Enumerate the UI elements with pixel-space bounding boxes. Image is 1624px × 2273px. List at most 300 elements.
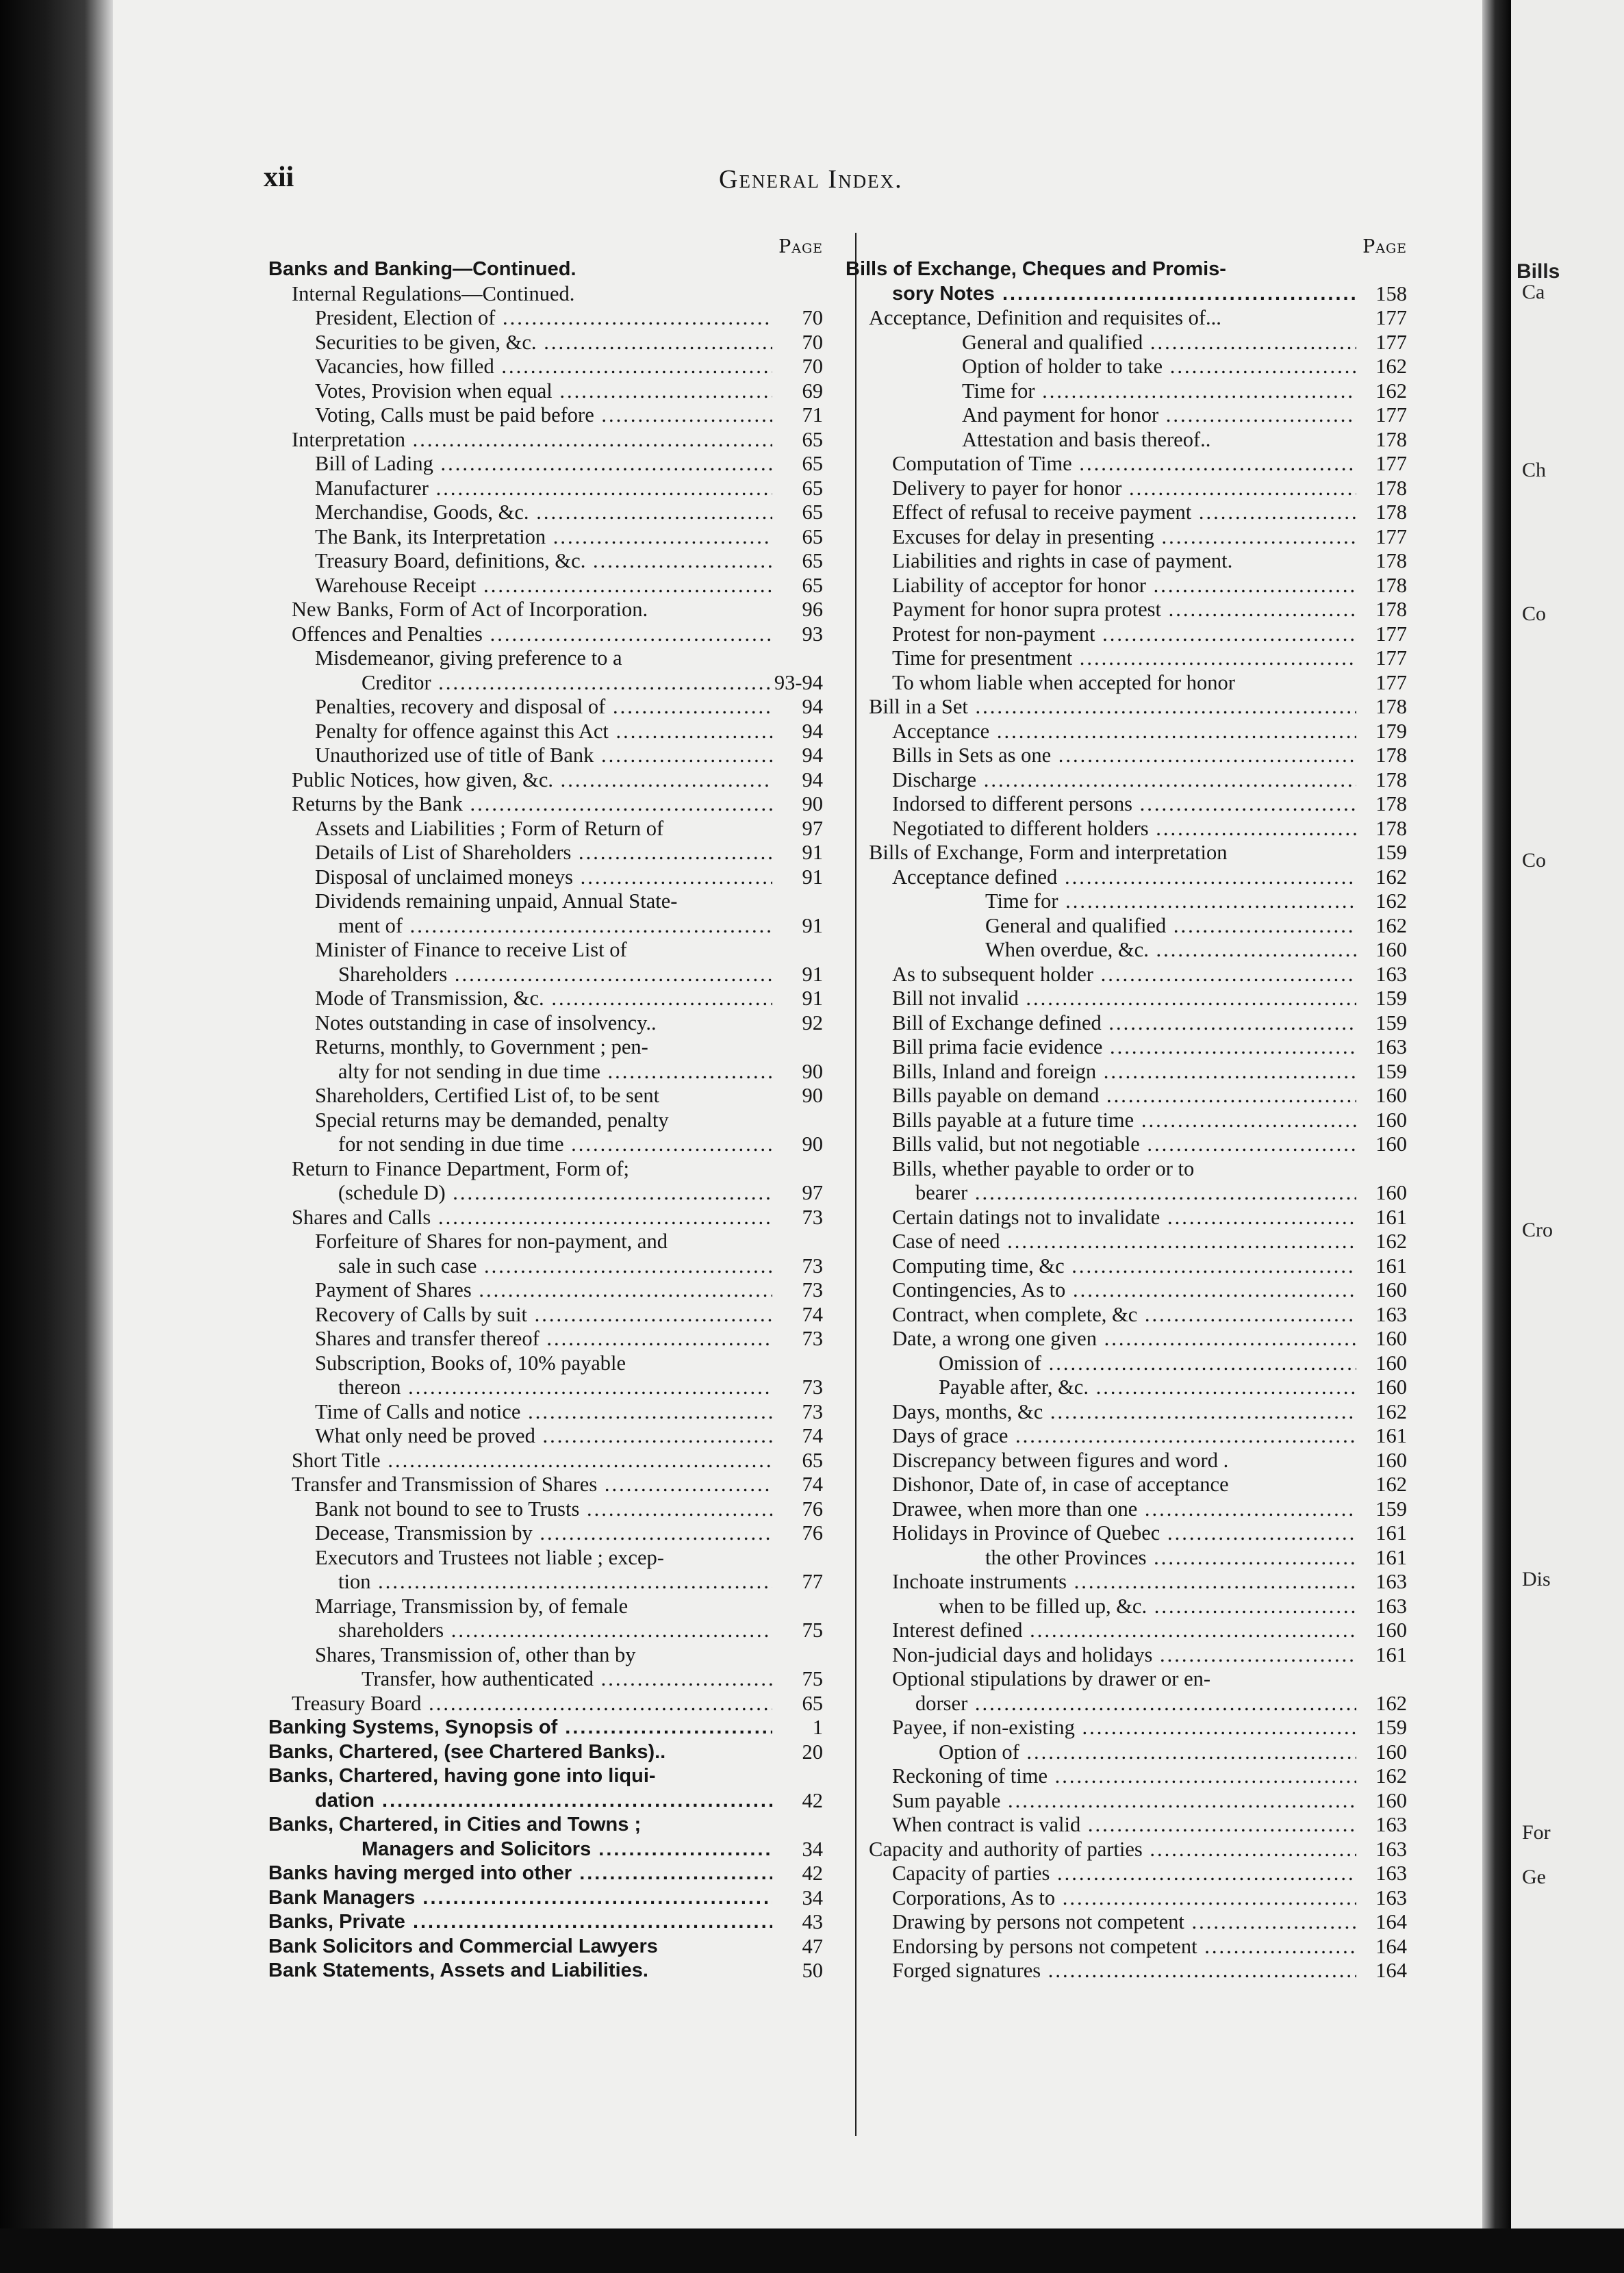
index-entry-page: 160 — [1375, 1084, 1407, 1107]
index-entry-page: 74 — [802, 1424, 823, 1447]
next-page-fragment: Ge — [1522, 1866, 1546, 1888]
index-entry — [846, 257, 1415, 282]
index-entry — [268, 500, 831, 525]
index-entry-text: Bill of Exchange defined ..... — [846, 1011, 1356, 1036]
index-entry — [846, 1667, 1415, 1692]
index-entry — [268, 646, 831, 671]
index-entry-page: 161 — [1375, 1205, 1407, 1229]
index-entry-text: Contingencies, As to ..... — [846, 1278, 1356, 1303]
index-entry-text: President, Election of ..... — [268, 306, 772, 331]
index-entry-page: 160 — [1375, 938, 1407, 961]
index-entry — [846, 1521, 1415, 1546]
index-entry-text: Assets and Liabilities ; Form of Return of — [315, 816, 664, 840]
index-entry — [846, 1254, 1415, 1279]
index-entry-text: Banks, Chartered, having gone into liqui- — [268, 1765, 656, 1787]
index-entry-page: 178 — [1375, 476, 1407, 500]
index-entry-text: Time for ..... — [846, 889, 1356, 914]
index-entry — [268, 282, 831, 307]
index-entry — [846, 1813, 1415, 1838]
index-entries-right — [846, 257, 1415, 1983]
index-entry-page: 65 — [802, 549, 823, 572]
index-entry-page: 160 — [1375, 1108, 1407, 1132]
index-entry-page: 93 — [802, 622, 823, 646]
index-entry-page: 164 — [1375, 1910, 1407, 1933]
index-entry-text: Creditor ..... — [268, 671, 772, 696]
index-entry-page: 177 — [1375, 306, 1407, 329]
index-entry-text: Decease, Transmission by ..... — [268, 1521, 772, 1546]
index-entry-page: 177 — [1375, 670, 1407, 694]
index-entry-text: Executors and Trustees not liable ; excep- — [315, 1545, 664, 1569]
index-entry-text: Bills payable on demand ..... — [846, 1084, 1356, 1108]
index-entry-text: Time for presentment ..... — [846, 646, 1356, 671]
index-entry-page: 177 — [1375, 524, 1407, 548]
index-entry-text: Reckoning of time ..... — [846, 1764, 1356, 1789]
index-entry-text: Interpretation ..... — [268, 428, 772, 453]
index-entry-page: 162 — [1375, 1473, 1407, 1496]
index-entry-text: Non-judicial days and holidays ..... — [846, 1643, 1356, 1668]
index-entry — [846, 1132, 1415, 1157]
index-entry-page: 163 — [1375, 962, 1407, 986]
index-entry-text: Vacancies, how filled ..... — [268, 355, 772, 379]
index-entry-text: Bill of Lading ..... — [268, 452, 772, 477]
index-entry-page: 159 — [1375, 1059, 1407, 1083]
index-entry-page: 71 — [802, 403, 823, 427]
index-entry — [846, 1959, 1415, 1983]
index-entry — [846, 938, 1415, 963]
index-entry — [268, 1157, 831, 1182]
index-entry-page: 94 — [802, 767, 823, 791]
index-entry-page: 73 — [802, 1399, 823, 1423]
index-entry — [268, 622, 831, 647]
index-entry-page: 94 — [802, 744, 823, 767]
index-entry-text: Treasury Board ..... — [268, 1692, 772, 1716]
index-entry-page: 74 — [802, 1302, 823, 1326]
index-entry-text: Offences and Penalties ..... — [268, 622, 772, 647]
index-entry-page: 70 — [802, 355, 823, 378]
index-entry-text: Short Title ..... — [268, 1449, 772, 1473]
index-entry-page: 179 — [1375, 719, 1407, 743]
index-entry-page: 162 — [1375, 913, 1407, 937]
index-entry-page: 177 — [1375, 403, 1407, 427]
index-entry — [846, 646, 1415, 671]
index-entry-text: And payment for honor ..... — [846, 403, 1356, 428]
index-entry — [268, 1935, 831, 1959]
index-entry-text: Protest for non-payment ..... — [846, 622, 1356, 647]
index-entry-text: Public Notices, how given, &c. ..... — [268, 768, 772, 793]
index-entry-text: Marriage, Transmission by, of female — [315, 1594, 629, 1618]
index-entry — [846, 306, 1415, 331]
index-entry — [846, 1692, 1415, 1716]
page-number: xii — [264, 162, 294, 193]
next-page-fragment: For — [1522, 1821, 1551, 1844]
index-entry — [268, 889, 831, 914]
index-entry-page: 177 — [1375, 330, 1407, 354]
index-entry-page: 159 — [1375, 987, 1407, 1010]
index-entry — [268, 1449, 831, 1473]
index-entry — [846, 403, 1415, 428]
index-entry-text: Option of holder to take ..... — [846, 355, 1356, 379]
index-entry-page: 163 — [1375, 1837, 1407, 1861]
index-entry-page: 43 — [802, 1910, 823, 1933]
index-entry — [846, 1838, 1415, 1862]
index-entry — [268, 452, 831, 477]
index-entry-text: dorser ..... — [846, 1692, 1356, 1716]
index-entry-text: Bill in a Set ..... — [846, 695, 1356, 720]
index-entry-text: Computing time, &c ..... — [846, 1254, 1356, 1279]
index-entry-page: 163 — [1375, 1594, 1407, 1618]
index-entry-text: Bill not invalid ..... — [846, 987, 1356, 1011]
index-entry-text: Treasury Board, definitions, &c. ..... — [268, 549, 772, 574]
index-entry-text: Banks, Chartered, (see Chartered Banks).. — [268, 1740, 666, 1763]
index-entry — [846, 817, 1415, 841]
index-entry-text: Payment of Shares ..... — [268, 1278, 772, 1303]
index-entry — [268, 1400, 831, 1425]
index-entry — [268, 768, 831, 793]
index-entry-text: Bills of Exchange, Cheques and Promis- — [846, 258, 1226, 280]
index-entry — [846, 1910, 1415, 1935]
index-entry-text: sale in such case ..... — [268, 1254, 772, 1279]
index-entry-text: Bills payable at a future time ..... — [846, 1108, 1356, 1133]
index-entry-text: Excuses for delay in presenting ..... — [846, 525, 1356, 550]
index-entry — [268, 1108, 831, 1133]
index-entry-text: the other Provinces ..... — [846, 1546, 1356, 1571]
index-entry-text: tion ..... — [268, 1570, 772, 1595]
index-entry-page: 162 — [1375, 865, 1407, 889]
index-entry-text: Acceptance defined ..... — [846, 865, 1356, 890]
index-entry — [846, 1716, 1415, 1740]
index-entry — [268, 1132, 831, 1157]
page-column-label: Page — [1362, 236, 1407, 257]
index-entry — [268, 1667, 831, 1692]
index-entry — [268, 695, 831, 720]
index-entry-text: Acceptance ..... — [846, 720, 1356, 744]
index-entry-page: 76 — [802, 1497, 823, 1521]
index-entry-text: Recovery of Calls by suit ..... — [268, 1303, 772, 1328]
index-entry — [268, 1862, 831, 1886]
index-entry-text: Penalties, recovery and disposal of ..... — [268, 695, 772, 720]
index-entry — [846, 1084, 1415, 1108]
index-entry — [268, 525, 831, 550]
index-entry — [846, 963, 1415, 987]
index-entry — [846, 549, 1415, 574]
index-entry-text: When overdue, &c. ..... — [846, 938, 1356, 963]
index-entry — [846, 720, 1415, 744]
index-entry-page: 42 — [802, 1862, 823, 1885]
index-entry — [268, 1375, 831, 1400]
index-entry-text: Shares and transfer thereof ..... — [268, 1327, 772, 1351]
index-entry-page: 163 — [1375, 1035, 1407, 1058]
index-entry — [268, 306, 831, 331]
index-entry-text: Unauthorized use of title of Bank ..... — [268, 744, 772, 768]
index-entry — [268, 355, 831, 379]
index-entry-page: 163 — [1375, 1885, 1407, 1909]
next-page-fragment: Co — [1522, 849, 1547, 872]
index-entry-text: Shareholders ..... — [268, 963, 772, 987]
index-entry-text: for not sending in due time ..... — [268, 1132, 772, 1157]
index-entry-text: As to subsequent holder ..... — [846, 963, 1356, 987]
index-entry-page: 34 — [802, 1837, 823, 1861]
index-entry — [268, 331, 831, 355]
index-entry — [846, 1935, 1415, 1959]
index-entry — [268, 1570, 831, 1595]
index-entry-text: thereon ..... — [268, 1375, 772, 1400]
index-entry-text: Time for ..... — [846, 379, 1356, 404]
index-entries-left — [268, 257, 831, 1983]
index-entry — [268, 1813, 831, 1838]
index-entry-text: Managers and Solicitors ..... — [268, 1838, 772, 1862]
index-entry — [268, 1254, 831, 1279]
index-entry-page: 159 — [1375, 841, 1407, 864]
index-entry-page: 161 — [1375, 1545, 1407, 1569]
index-entry — [268, 1351, 831, 1376]
index-entry-page: 47 — [802, 1934, 823, 1958]
index-entry-text: Drawee, when more than one ..... — [846, 1497, 1356, 1522]
index-entry — [846, 1595, 1415, 1619]
index-column-left — [268, 233, 831, 1983]
index-entry-text: Special returns may be demanded, penalty — [315, 1108, 669, 1132]
index-entry — [268, 1789, 831, 1814]
index-entry-page: 96 — [802, 598, 823, 621]
index-entry — [268, 1206, 831, 1230]
index-entry — [846, 1278, 1415, 1303]
index-entry — [268, 1181, 831, 1206]
index-entry — [846, 1011, 1415, 1036]
index-entry-page: 177 — [1375, 622, 1407, 646]
index-entry-page: 65 — [802, 476, 823, 500]
index-entry — [846, 865, 1415, 890]
index-entry-page: 91 — [802, 841, 823, 864]
index-entry-page: 74 — [802, 1473, 823, 1496]
index-entry — [846, 744, 1415, 768]
index-entry — [268, 1230, 831, 1254]
index-entry — [846, 598, 1415, 622]
index-entry — [846, 1060, 1415, 1084]
index-entry — [846, 1327, 1415, 1351]
index-entry-text: Time of Calls and notice ..... — [268, 1400, 772, 1425]
index-entry-text: Date, a wrong one given ..... — [846, 1327, 1356, 1351]
index-entry-page: 178 — [1375, 427, 1407, 451]
index-entry-text: Forfeiture of Shares for non-payment, and — [315, 1230, 668, 1253]
index-entry — [268, 403, 831, 428]
index-entry-text: What only need be proved ..... — [268, 1424, 772, 1449]
index-entry — [268, 1521, 831, 1546]
index-entry-page: 159 — [1375, 1497, 1407, 1521]
index-entry — [268, 1692, 831, 1716]
index-entry-page: 97 — [802, 1181, 823, 1204]
index-entry-text: Merchandise, Goods, &c. ..... — [268, 500, 772, 525]
index-entry-page: 177 — [1375, 646, 1407, 670]
index-entry-page: 161 — [1375, 1254, 1407, 1278]
index-entry — [268, 1546, 831, 1571]
index-entry-text: Contract, when complete, &c ..... — [846, 1303, 1356, 1328]
index-entry — [846, 1351, 1415, 1376]
index-entry — [268, 1618, 831, 1643]
index-entry-text: Bank Statements, Assets and Liabilities. — [268, 1959, 648, 1981]
index-entry — [846, 841, 1415, 865]
index-entry-page: 178 — [1375, 792, 1407, 815]
index-entry-page: 158 — [1375, 281, 1407, 305]
index-entry — [846, 768, 1415, 793]
index-entry-page: 162 — [1375, 1691, 1407, 1715]
index-entry-page: 160 — [1375, 1448, 1407, 1472]
index-entry-page: 178 — [1375, 598, 1407, 621]
index-entry — [268, 1595, 831, 1619]
index-entry — [846, 1497, 1415, 1522]
index-entry-text: bearer ..... — [846, 1181, 1356, 1206]
index-entry-page: 162 — [1375, 889, 1407, 913]
index-entry-page: 178 — [1375, 500, 1407, 524]
index-entry — [268, 1424, 831, 1449]
index-entry — [846, 1400, 1415, 1425]
index-entry-text: Subscription, Books of, 10% payable — [315, 1351, 626, 1375]
index-entry-text: Dividends remaining unpaid, Annual State- — [315, 889, 678, 913]
index-entry-text: Bank Managers ..... — [268, 1886, 772, 1911]
index-entry — [268, 987, 831, 1011]
index-entry-page: 70 — [802, 306, 823, 329]
index-entry-text: Inchoate instruments ..... — [846, 1570, 1356, 1595]
index-entry-page: 159 — [1375, 1011, 1407, 1034]
index-entry-text: General and qualified ..... — [846, 331, 1356, 355]
index-entry — [268, 598, 831, 622]
index-entry-text: The Bank, its Interpretation ..... — [268, 525, 772, 550]
index-entry — [268, 865, 831, 890]
index-entry-text: Omission of ..... — [846, 1351, 1356, 1376]
index-entry-page: 160 — [1375, 1618, 1407, 1642]
next-page-edge — [1511, 0, 1624, 2228]
index-entry-text: Securities to be given, &c. ..... — [268, 331, 772, 355]
index-entry — [846, 1181, 1415, 1206]
next-page-fragment: Dis — [1522, 1568, 1551, 1590]
index-entry-page: 160 — [1375, 1132, 1407, 1156]
index-entry-text: Return to Finance Department, Form of; — [292, 1156, 629, 1180]
index-entry — [846, 500, 1415, 525]
index-entry — [268, 1740, 831, 1765]
index-entry-text: Payee, if non-existing ..... — [846, 1716, 1356, 1740]
index-entry — [846, 1570, 1415, 1595]
index-entry-text: Shareholders, Certified List of, to be sent — [315, 1084, 660, 1107]
index-entry — [268, 841, 831, 865]
index-entry-page: 75 — [802, 1667, 823, 1690]
index-entry-page: 69 — [802, 379, 823, 403]
index-entry-page: 160 — [1375, 1740, 1407, 1764]
index-entry — [846, 1303, 1415, 1328]
index-entry-text: Returns, monthly, to Government ; pen- — [315, 1035, 648, 1058]
book-binding-edge — [0, 0, 113, 2273]
index-entry-text: New Banks, Form of Act of Incorporation. — [292, 598, 648, 621]
index-entry — [846, 331, 1415, 355]
index-entry-page: 90 — [802, 1059, 823, 1083]
index-entry-text: Misdemeanor, giving preference to a — [315, 646, 622, 670]
index-entry-text: Minister of Finance to receive List of — [315, 938, 627, 961]
index-entry-text: Certain datings not to invalidate ..... — [846, 1206, 1356, 1230]
index-entry-text: Discharge ..... — [846, 768, 1356, 793]
index-entry-text: Liability of acceptor for honor ..... — [846, 574, 1356, 598]
index-entry — [846, 379, 1415, 404]
index-entry — [268, 792, 831, 817]
index-entry — [846, 1206, 1415, 1230]
index-entry-text: Bank Solicitors and Commercial Lawyers — [268, 1935, 658, 1957]
index-entry-text: Bank not bound to see to Trusts ..... — [268, 1497, 772, 1522]
index-entry-text: Sum payable ..... — [846, 1789, 1356, 1814]
index-entry — [846, 1108, 1415, 1133]
index-entry — [846, 355, 1415, 379]
index-entry-text: Case of need ..... — [846, 1230, 1356, 1254]
index-entry — [846, 282, 1415, 307]
index-entry-page: 94 — [802, 695, 823, 718]
index-entry-text: Delivery to payer for honor ..... — [846, 477, 1356, 501]
page-column-label: Page — [778, 236, 823, 257]
index-entry-page: 178 — [1375, 767, 1407, 791]
index-entry — [846, 889, 1415, 914]
index-entry-page: 160 — [1375, 1278, 1407, 1301]
index-entry — [268, 963, 831, 987]
index-entry-page: 65 — [802, 500, 823, 524]
index-entry-text: Liabilities and rights in case of payment. — [892, 549, 1233, 572]
index-entry-page: 160 — [1375, 1327, 1407, 1350]
index-entry-text: Corporations, As to ..... — [846, 1886, 1356, 1911]
index-entry-text: Negotiated to different holders ..... — [846, 817, 1356, 841]
index-entry — [846, 428, 1415, 453]
index-entry-page: 65 — [802, 1448, 823, 1472]
index-entry — [846, 574, 1415, 598]
index-entry-text: Payment for honor supra protest ..... — [846, 598, 1356, 622]
index-entry-text: Internal Regulations—Continued. — [292, 281, 575, 305]
index-entry-page: 97 — [802, 816, 823, 840]
index-entry — [268, 1035, 831, 1060]
index-entry-page: 73 — [802, 1375, 823, 1399]
index-entry-text: Banks and Banking—Continued. — [268, 258, 576, 280]
index-entry-text: Capacity of parties ..... — [846, 1862, 1356, 1886]
index-entry — [846, 695, 1415, 720]
index-entry — [846, 1862, 1415, 1886]
index-entry-page: 92 — [802, 1011, 823, 1034]
index-entry-text: Disposal of unclaimed moneys ..... — [268, 865, 772, 890]
index-entry-text: Details of List of Shareholders ..... — [268, 841, 772, 865]
index-entry-page: 162 — [1375, 355, 1407, 378]
index-entry — [846, 1764, 1415, 1789]
index-entry-page: 77 — [802, 1570, 823, 1593]
index-entry-text: Optional stipulations by drawer or en- — [892, 1667, 1211, 1690]
next-page-fragment: Bills — [1517, 260, 1560, 283]
index-entry — [268, 1764, 831, 1789]
index-entry-text: Banking Systems, Synopsis of ..... — [268, 1716, 772, 1740]
index-entry — [846, 1035, 1415, 1060]
index-entry-page: 90 — [802, 1132, 823, 1156]
index-entry-text: sory Notes ..... — [846, 282, 1356, 307]
index-entry — [268, 1886, 831, 1911]
index-entry-page: 163 — [1375, 1302, 1407, 1326]
page-title: General Index. — [719, 165, 903, 194]
index-entry-page: 162 — [1375, 1399, 1407, 1423]
index-entry — [846, 1546, 1415, 1571]
index-entry-text: Banks, Chartered, in Cities and Towns ; — [268, 1814, 642, 1836]
index-entry — [846, 1740, 1415, 1765]
index-entry — [268, 1473, 831, 1497]
index-entry-text: Forged signatures ..... — [846, 1959, 1356, 1983]
index-entry — [846, 987, 1415, 1011]
index-entry-page: 160 — [1375, 1181, 1407, 1204]
index-entry-page: 162 — [1375, 379, 1407, 403]
next-page-fragment: Ch — [1522, 459, 1547, 481]
index-entry-text: Effect of refusal to receive payment ..... — [846, 500, 1356, 525]
index-entry-text: alty for not sending in due time ..... — [268, 1060, 772, 1084]
index-entry-text: Indorsed to different persons ..... — [846, 792, 1356, 817]
page-column-header — [268, 233, 831, 257]
index-entry — [846, 525, 1415, 550]
index-entry — [268, 1838, 831, 1862]
index-entry-text: Penalty for offence against this Act ..... — [268, 720, 772, 744]
index-entry-text: Warehouse Receipt ..... — [268, 574, 772, 598]
